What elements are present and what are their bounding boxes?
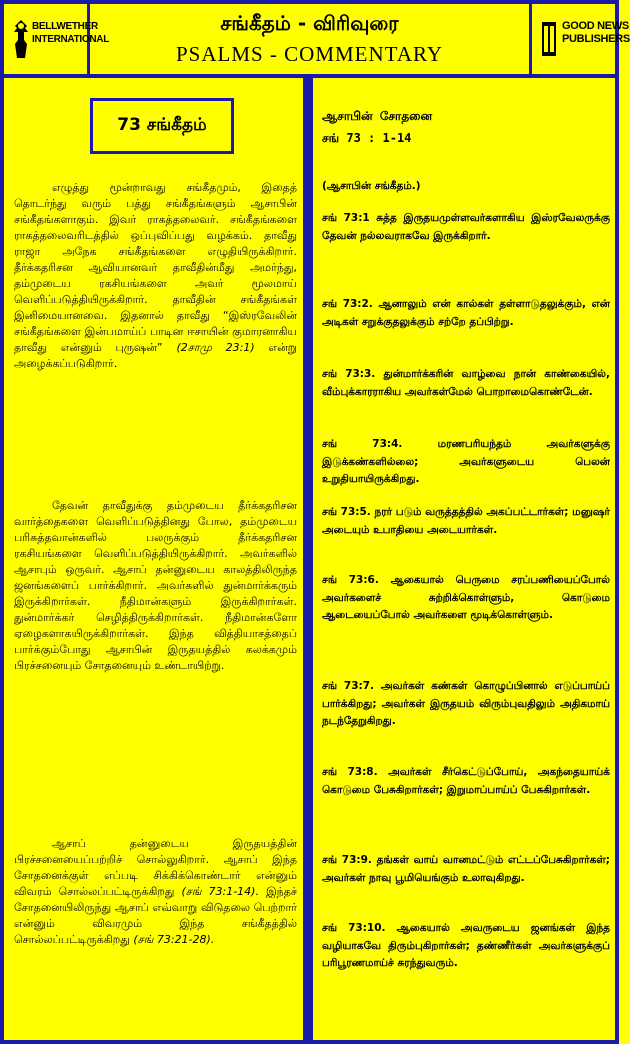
bellwether-logo-text: BELLWETHER INTERNATIONAL	[32, 21, 110, 45]
psalm-subtitle: (ஆசாபின் சங்கீதம்.)	[322, 180, 421, 192]
verse-5: சங் 73:5. நரர் படும் வருத்தத்தில் அகப்பட்டார்கள்; மனுஷர் அடையும் உபாதியை அடையார்கள்.	[322, 506, 610, 536]
good-news-logo	[529, 4, 630, 74]
good-news-logo-text: GOOD NEWS PUBLISHERS	[562, 20, 630, 45]
verse-9: சங் 73:9. தங்கள் வாய் வானமட்டும் எட்டப்பேசுகிறார்கள்; அவர்கள் நாவு பூமியெங்கும் உலாவுகிறது.	[322, 854, 610, 884]
scripture-reference: (சங் 73:1-14).	[181, 885, 259, 898]
title-english: PSALMS - COMMENTARY	[175, 42, 444, 66]
psalm-title: 73 சங்கீதம்	[117, 115, 207, 135]
section-heading: ஆசாபின் சோதனை	[322, 109, 433, 123]
psalm-title-box	[90, 98, 234, 154]
verse-3: சங் 73:3. துன்மார்க்கரின் வாழ்வை நான் காண்கையில், வீம்புக்காரராகிய அவர்கள்மேல் பொறாமைகொண்டேன்.	[322, 368, 610, 398]
bellwether-logo	[4, 4, 110, 74]
section-reference: சங் 73 : 1-14	[322, 131, 412, 145]
column-divider	[303, 78, 313, 1044]
verse-7: சங் 73:7. அவர்கள் கண்கள் கொழுப்பினால் எடுப்பாய்ப் பார்க்கிறது; அவர்கள் இருதயம் விரும்புவதிலும் அதிகமாய் நடந்தேறுகிறது.	[322, 680, 610, 727]
verse-6: சங் 73:6. ஆகையால் பெருமை சரப்பணியைப்போல் அவர்களைச் சுற்றிக்கொள்ளும், கொடுமை ஆடையைப்போல் அவர்களை மூடிக்கொள்ளும்.	[322, 574, 610, 621]
intro-paragraph-2: தேவன் தாவீதுக்கு தம்முடைய தீர்க்கதரிசன வார்த்தைகளை வெளிப்படுத்தினது போல, தம்முடைய பரிசுத்தவான்களில் பலருக்கும் தீர்க்கதரிசன ரகசியங்களை வெளிப்படுத்தியிருக்கிறார். அவர்களில் ஆசாபும் ஒருவர். ஆசாப் தன்னுடைய காலத்திலிருந்த ஜனங்களைப் பார்க்கிறார். அவர்களில் துன்மார்க்கரும் இருக்கிறார்கள். நீதிமான்களும் இருக்கிறார்கள். துன்மார்க்கர் செழித்திருக்கிறார்கள். நீதிமான்களோ ஏழைகளாகயிருக்கிறார்கள். இந்த வித்தியாசத்தைப் பார்க்கும்போது ஆசாபின் இருதயத்தில் கலக்கமும் பிரச்சனையும் சோதனையும் உண்டாயிற்று.	[14, 499, 297, 672]
header	[0, 0, 630, 78]
intro-paragraph-1: எழுத்து மூன்றாவது சங்கீதமும், இதைத் தொடர்ந்து வரும் பத்து சங்கீதங்களும் ஆசாபின் சங்கீதங்களாகும். இவர் ராகத்தலைவர். சங்கீதங்களை ராகத்தலைவரிடத்தில் ஒப்புவிப்பது வழக்கம். தாவீது ராஜா அநேக சங்கீதங்களை எழுதியிருக்கிறார். தீர்க்கதரிசன ஆவியானவர் தாவீதின்மீது அமர்ந்து, தம்முடைய ரகசியங்களை அவர் மூலமாய் வெளிப்படுத்தியிருக்கிறார். தாவீதின் சங்கீதங்கள் இனிமையானவை. இதனால் தாவீது “இஸ்ரவேலின் சங்கீதங்களை இன்பமாய்ப் பாடின ஈசாயின் குமாரனாகிய தாவீது என்னும் புருஷன்” (2சாமு 23:1) என்று அழைக்கப்படுகிறார்.	[14, 181, 297, 370]
verse-10: சங் 73:10. ஆகையால் அவருடைய ஜனங்கள் இந்த வழியாகவே திரும்புகிறார்கள்; தண்ணீர்கள் அவர்களுக்குப் பரிபூரணமாய்ச் சுரந்துவரும்.	[322, 922, 610, 969]
verse-2: சங் 73:2. ஆனாலும் என் கால்கள் தள்ளாடுதலுக்கும், என் அடிகள் சறுக்குதலுக்கும் சற்றே தப்பிற்று.	[322, 298, 610, 328]
intro-paragraph-3: ஆசாப் தன்னுடைய இருதயத்தின் பிரச்சனையைப்பற்றிச் சொல்லுகிறார். ஆசாப் இந்த சோதனைக்குள் எப்படி சிக்கிக்கொண்டார் என்னும் விவரம் சொல்லப்பட்டிருக்கிறது (சங் 73:1-14). இந்தச் சோதனையிலிருந்து ஆசாப் எவ்வாறு விடுதலை பெற்றார் என்னும் விவரமும் இந்த சங்கீதத்தில் சொல்லப்பட்டிருக்கிறது (சங் 73:21-28).	[14, 837, 297, 946]
title-tamil: சங்கீதம் - விரிவுரை	[220, 11, 399, 35]
header-title	[92, 10, 527, 68]
scripture-reference: (2சாமு 23:1)	[176, 341, 255, 354]
verse-8: சங் 73:8. அவர்கள் சீர்கெட்டுப்போய், அகந்தையாய்க் கொடுமை பேசுகிறார்கள்; இறுமாப்பாய்ப் பேசுகிறார்கள்.	[322, 766, 610, 796]
verse-1: சங் 73:1 சுத்த இருதயமுள்ளவர்களாகிய இஸ்ரவேலருக்கு தேவன் நல்லவராகவே இருக்கிறார்.	[322, 212, 610, 242]
book-logo-icon	[540, 18, 558, 60]
scripture-reference: (சங் 73:21-28).	[133, 933, 215, 946]
ram-logo-icon	[12, 18, 30, 60]
verse-4: சங் 73:4. மரணபரியந்தம் அவர்களுக்கு இடுக்கண்களில்லை; அவர்களுடைய பெலன் உறுதியாயிருக்கிறது.	[322, 438, 610, 485]
